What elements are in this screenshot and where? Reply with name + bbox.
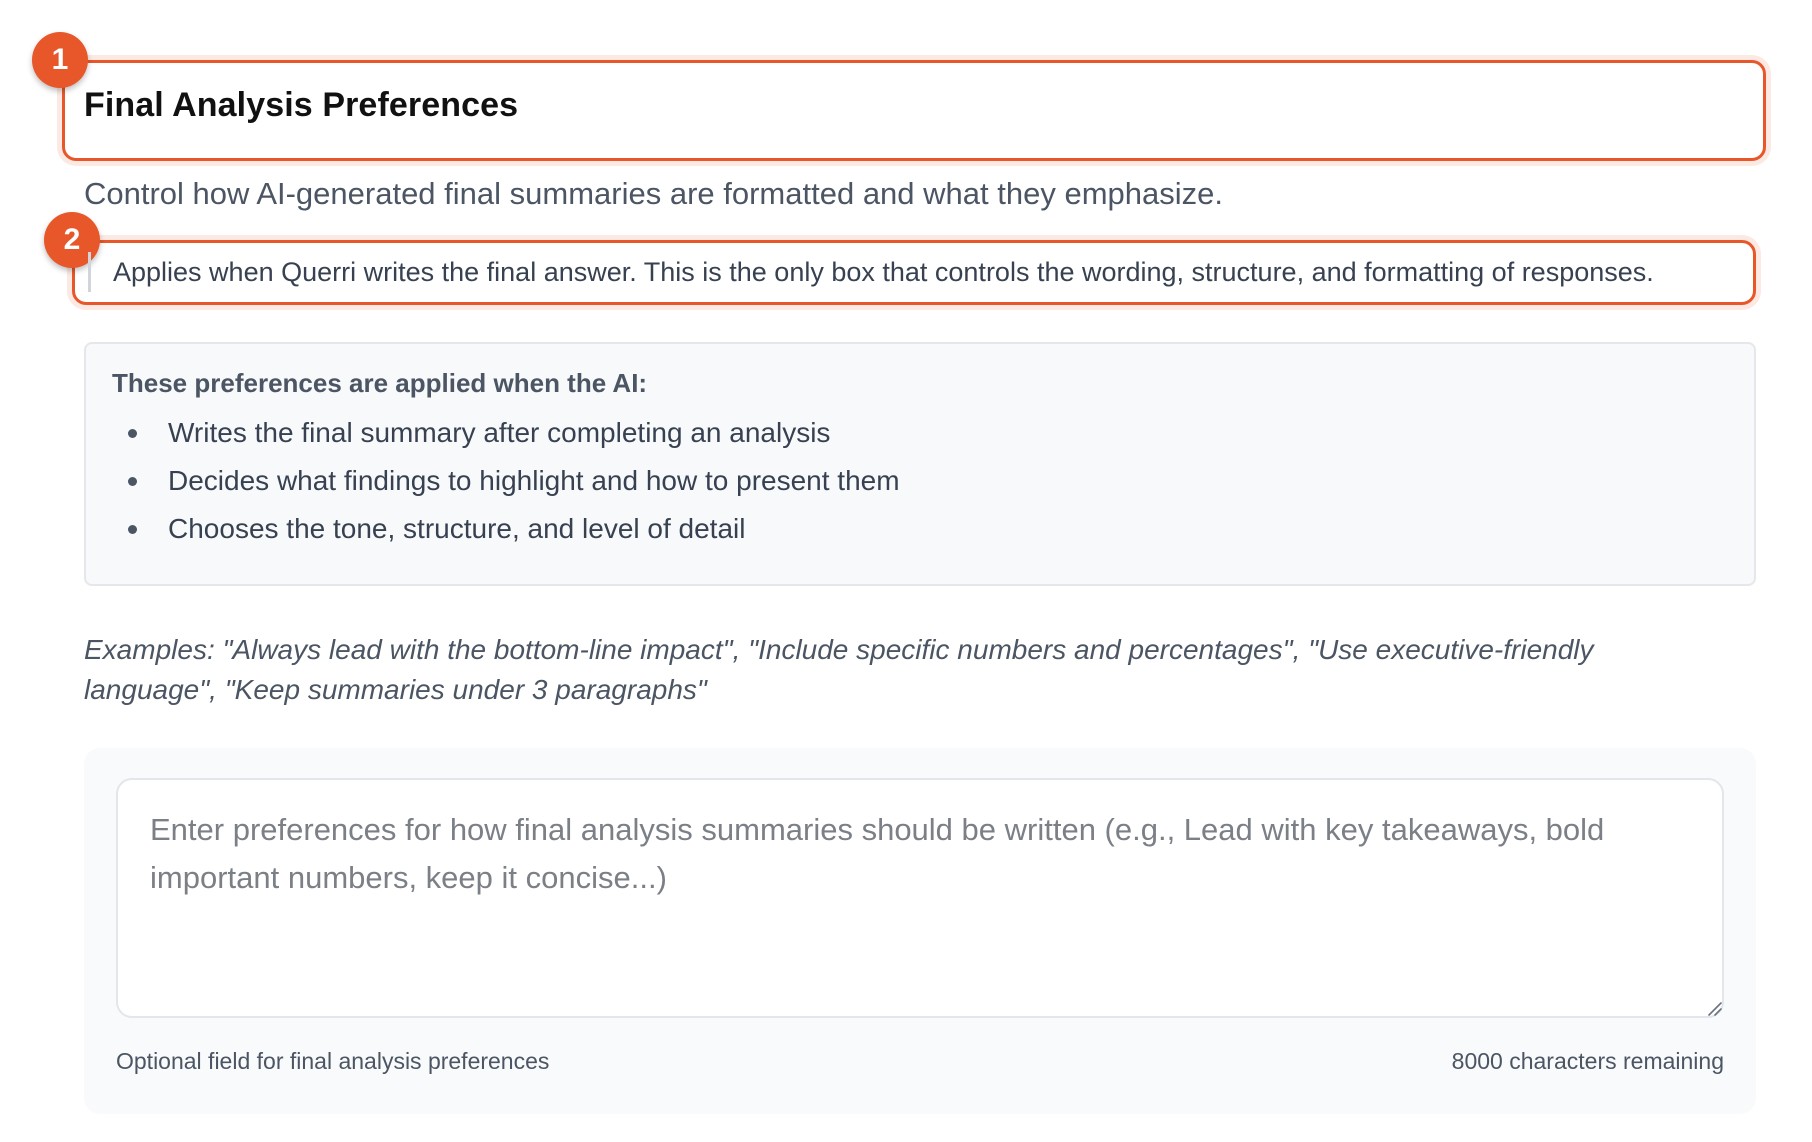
bullet-icon bbox=[128, 429, 137, 438]
callout-badge-2: 2 bbox=[44, 212, 100, 268]
section-title: Final Analysis Preferences bbox=[84, 86, 519, 124]
character-count: 8000 characters remaining bbox=[1451, 1048, 1724, 1074]
list-item-text: Chooses the tone, structure, and level of detail bbox=[168, 513, 746, 544]
section-subtitle: Control how AI-generated final summaries are formatted and what they emphasize. bbox=[84, 176, 1223, 211]
list-item bbox=[112, 457, 1728, 505]
editor-panel bbox=[84, 748, 1756, 1114]
resize-handle-icon[interactable] bbox=[1706, 1000, 1722, 1016]
callout-badge-1: 1 bbox=[32, 32, 88, 88]
info-card-list bbox=[112, 409, 1728, 553]
list-item-text: Writes the final summary after completing an analysis bbox=[168, 417, 831, 448]
info-card bbox=[84, 342, 1756, 586]
list-item bbox=[112, 505, 1728, 553]
bullet-icon bbox=[128, 477, 137, 486]
preferences-textarea[interactable] bbox=[116, 778, 1724, 1018]
list-item bbox=[112, 409, 1728, 457]
scope-note: Applies when Querri writes the final answer. This is the only box that controls the wording, structure, and formatting of responses. bbox=[88, 252, 1654, 292]
list-item-text: Decides what findings to highlight and how to present them bbox=[168, 465, 900, 496]
info-card-heading: These preferences are applied when the AI: bbox=[112, 368, 648, 398]
helper-text: Optional field for final analysis preferences bbox=[116, 1048, 550, 1074]
examples-text: Examples: "Always lead with the bottom-line impact", "Include specific numbers and percentages", "Use executive-friendly language", "Keep summaries under 3 paragraphs" bbox=[84, 634, 1594, 705]
bullet-icon bbox=[128, 525, 137, 534]
